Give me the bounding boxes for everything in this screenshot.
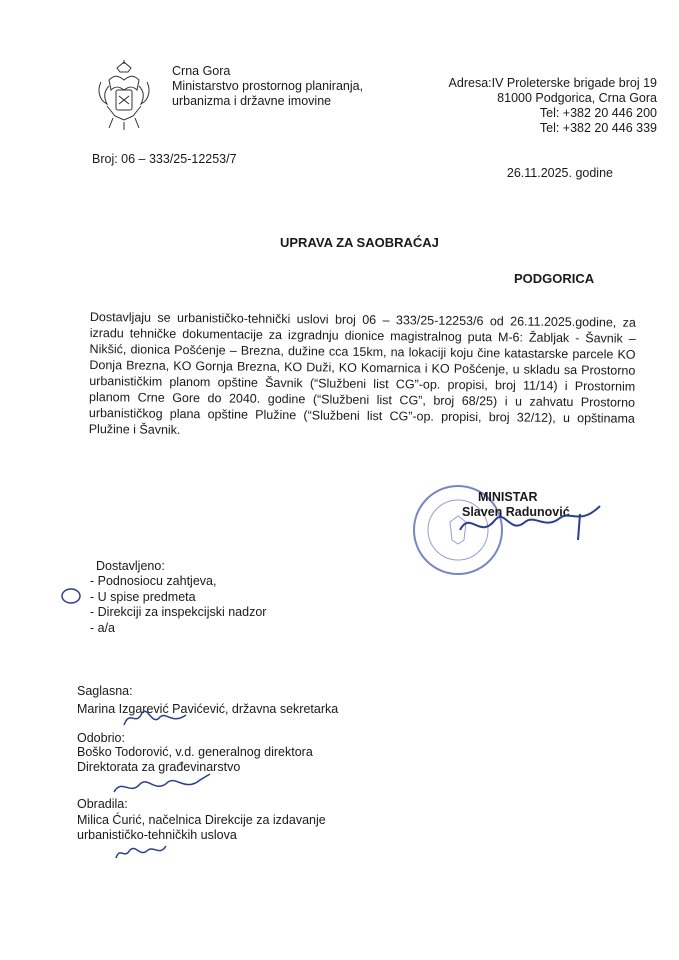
coat-of-arms-icon [93,60,155,132]
address-street: Adresa:IV Proleterske brigade broj 19 [448,76,657,90]
prepared-dept: urbanističko-tehničkih uslova [77,828,237,842]
approved-dept: Direktorata za građevinarstvo [77,760,241,774]
list-item: - Podnosiocu zahtjeva, [90,574,217,588]
approved-label: Odobrio: [77,731,125,745]
approval-signature-icon [110,770,220,800]
address-tel2: Tel: +382 20 446 339 [539,121,657,135]
list-item: - Direkciji za inspekcijski nadzor [90,605,267,619]
body-text [89,309,636,443]
document-date: 26.11.2025. godine [506,166,613,180]
address-block [405,76,657,136]
list-item: - U spise predmeta [90,589,196,604]
agreed-person: Marina Izgarević Pavićević, državna sekretarka [77,702,339,716]
ministry-name-line1: Ministarstvo prostornog planiranja, [172,79,364,93]
distribution-heading: Dostavljeno: [96,559,165,573]
body-paragraph: Dostavljaju se urbanističko-tehnički uslovi broj 06 – 333/25-12253/6 od 26.11.2025.godine, za izradu tehničke dokumentacije za izgradnju dionice magistralnog puta M-6: Žabljak - Šavnik – Nikšić, dionica Pošćenje – Brezna, dužine cca 15km, na lokaciji koju čine katastarske parcele KO Donja Brezna, KO Gornja Brezna, KO Duži, KO Komarnica i KO Pošćenje, u skladu sa Prostorno urbanističkim planom opštine Šavnik (“Službeni list CG”-op. propisi, broj 11/14) i Prostornim planom Crne Gore do 2040. godine (“Službeni list CG”, broj 68/25) i u zahvatu Prostorno urbanističkog plana opštine Plužine (“Službeni list CG”-op. propisi, broj 32/12), u opštinama Plužine i Šavnik. [88,309,636,437]
address-postal: 81000 Podgorica, Crna Gora [497,91,657,105]
country-name: Crna Gora [172,64,231,78]
prepared-signature-icon [112,840,168,864]
list-item: - a/a [90,620,116,635]
ministry-name-line2: urbanizma i državne imovine [172,94,332,108]
approved-person: Boško Todorović, v.d. generalnog direktora [77,745,313,759]
initials-signature-icon [120,705,190,731]
handwritten-circle-icon [60,585,82,607]
prepared-person: Milica Ćurić, načelnica Direkcije za izdavanje [77,813,326,827]
minister-title: MINISTAR [478,490,538,504]
reference-number: Broj: 06 – 333/25-12253/7 [92,152,237,166]
address-tel1: Tel: +382 20 446 200 [539,106,657,120]
ministry-header [172,64,412,109]
minister-signature-icon [450,500,610,545]
recipient: UPRAVA ZA SAOBRAĆAJ [280,235,439,250]
recipient-city: PODGORICA [514,271,595,286]
distribution-list [90,574,266,636]
agreed-label: Saglasna: [77,684,133,698]
prepared-label: Obradila: [77,797,128,811]
minister-name: Slaven Radunović [462,505,570,519]
